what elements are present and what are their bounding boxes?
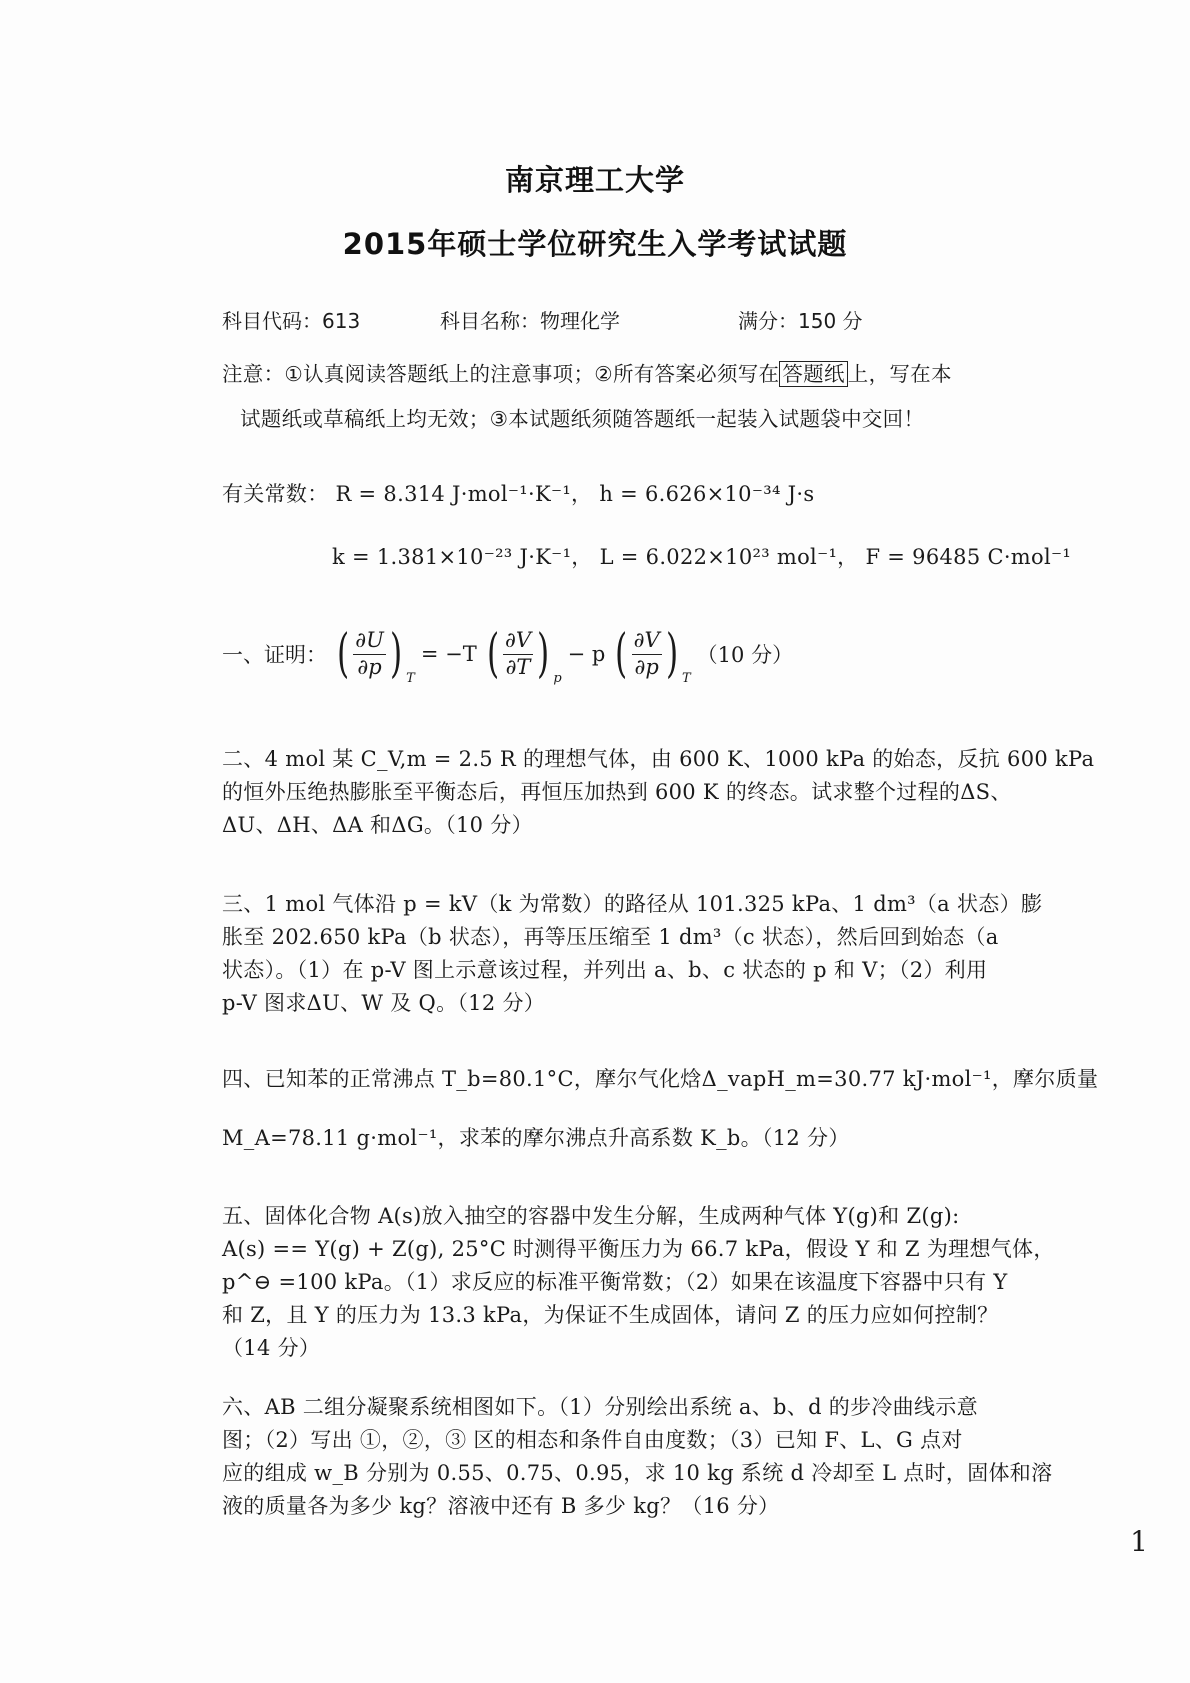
- partial-v-t: ( $\frac{\partial V}{\partial T}$ ) p: [486, 624, 562, 686]
- partial-v-p: ( $\frac{\partial V}{\partial p}$ ) T: [615, 624, 691, 686]
- answer-sheet-boxed: 答题纸: [779, 361, 847, 387]
- page-number: 1: [1130, 1525, 1148, 1558]
- subscript: T: [406, 671, 415, 686]
- q6-line: 六、AB 二组分凝聚系统相图如下。（1）分别绘出系统 a、b、d 的步冷曲线示意: [222, 1395, 978, 1419]
- notice-text: 注意：①认真阅读答题纸上的注意事项；②所有答案必须写在: [222, 362, 780, 386]
- q3-line: 三、1 mol 气体沿 p = kV（k 为常数）的路径从 101.325 kPa、1 dm³（a 状态）膨: [222, 892, 1043, 916]
- notice-line-1: [222, 357, 952, 387]
- notice-line-2: 试题纸或草稿纸上均无效；③本试题纸须随答题纸一起装入试题袋中交回！: [240, 407, 925, 431]
- constants-line-2: k = 1.381×10⁻²³ J·K⁻¹， L = 6.022×10²³ mol⁻¹， F = 96485 C·mol⁻¹: [332, 545, 1072, 569]
- denominator: ∂p: [357, 654, 382, 679]
- q5-line: 五、固体化合物 A(s)放入抽空的容器中发生分解，生成两种气体 Y(g)和 Z(g):: [222, 1204, 960, 1228]
- subject-name: 科目名称：物理化学: [440, 309, 620, 333]
- subscript: T: [682, 671, 691, 686]
- constants-line-1: 有关常数： R = 8.314 J·mol⁻¹·K⁻¹， h = 6.626×10⁻³⁴ J·s: [222, 482, 815, 506]
- q3-line: 状态）。（1）在 p-V 图上示意该过程，并列出 a、b、c 状态的 p 和 V；（2）利用: [222, 958, 988, 982]
- q4-line: M_A=78.11 g·mol⁻¹，求苯的摩尔沸点升高系数 K_b。（12 分）: [222, 1126, 850, 1150]
- denominator: ∂p: [634, 654, 659, 679]
- university-name: 南京理工大学: [504, 163, 685, 197]
- q3-line: p-V 图求ΔU、W 及 Q。（12 分）: [222, 991, 546, 1015]
- q1-prefix: 一、证明：: [222, 643, 327, 667]
- denominator: ∂T: [505, 654, 531, 679]
- q5-line: p^⊖ =100 kPa。（1）求反应的标准平衡常数；（2）如果在该温度下容器中只有 Y: [222, 1270, 1008, 1294]
- partial-u-p: ( $\frac{\partial U}{\partial p}$ ) T: [337, 624, 415, 686]
- subscript: p: [553, 671, 562, 686]
- question-1: [222, 624, 794, 686]
- q5-line: A(s) == Y(g) + Z(g), 25°C 时测得平衡压力为 66.7 kPa，假设 Y 和 Z 为理想气体，: [222, 1237, 1055, 1261]
- q5-line: 和 Z，且 Y 的压力为 13.3 kPa，为保证不生成固体，请问 Z 的压力应如何控制？: [222, 1303, 999, 1327]
- subject-code: 科目代码：613: [222, 309, 361, 333]
- q6-line: 应的组成 w_B 分别为 0.55、0.75、0.95，求 10 kg 系统 d 冷却至 L 点时，固体和溶: [222, 1461, 1053, 1485]
- q1-score: （10 分）: [696, 643, 794, 667]
- equals-minus-t: = −T: [420, 642, 477, 666]
- numerator: ∂U: [353, 628, 386, 654]
- q6-line: 液的质量各为多少 kg？溶液中还有 B 多少 kg？（16 分）: [222, 1494, 780, 1518]
- q3-line: 胀至 202.650 kPa（b 状态），再等压压缩至 1 dm³（c 状态），然后回到始态（a: [222, 925, 999, 949]
- q2-line: 的恒外压绝热膨胀至平衡态后，再恒压加热到 600 K 的终态。试求整个过程的ΔS、: [222, 780, 1012, 804]
- q4-line: 四、已知苯的正常沸点 T_b=80.1°C，摩尔气化焓Δ_vapH_m=30.77 kJ·mol⁻¹，摩尔质量: [222, 1067, 1099, 1091]
- numerator: ∂V: [632, 628, 662, 654]
- exam-title: 2015年硕士学位研究生入学考试试题: [342, 227, 848, 261]
- q6-line: 图；（2）写出 ①，②，③ 区的相态和条件自由度数；（3）已知 F、L、G 点对: [222, 1428, 963, 1452]
- full-score: 满分：150 分: [738, 309, 863, 333]
- q2-line: 二、4 mol 某 C_V,m = 2.5 R 的理想气体，由 600 K、1000 kPa 的始态，反抗 600 kPa: [222, 747, 1095, 771]
- minus-p: − p: [567, 642, 606, 666]
- q2-line: ΔU、ΔH、ΔA 和ΔG。（10 分）: [222, 813, 533, 837]
- numerator: ∂V: [503, 628, 533, 654]
- q5-line: （14 分）: [222, 1336, 321, 1360]
- notice-text: 上，写在本: [847, 362, 952, 386]
